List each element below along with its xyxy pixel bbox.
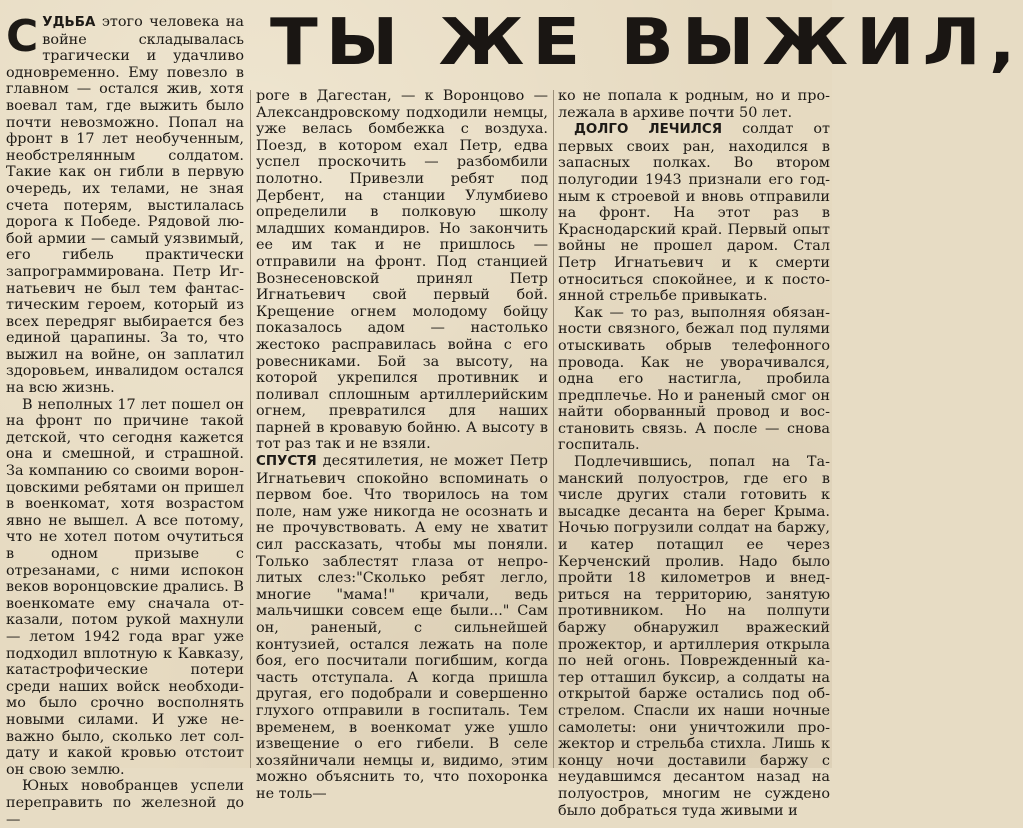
paragraph (256, 453, 548, 802)
lead-word: СПУСТЯ (256, 454, 317, 470)
paragraph: Подлечившись, попал на Таманский полуостров, где его в числе других стали готовить к высадке десанта на берег Крыма. Ночью погрузили солдат на баржу, и катер потащил ее через Керченский пролив. Надо было пройти 18 километров и внедриться на территорию, занятую противником. Но на полпути баржу обнаружил вражеский прожектор, и артиллерия открыла по ней огонь. Поврежденный катер отташил буксир, а солдаты на открытой барже остались под обстрелом. Спасли их наши ночные самолеты: они уничтожили прожектор и стрельба стихла. Лишь к концу ночи доставили баржу с неудавшимся десантом назад на полуостров, многим не суждено было добраться туда живыми и (558, 454, 830, 819)
paragraph: роге в Дагестан, — к Воронцово — Александровскому подходили немцы, уже велась бомбежка с воздуха. Поезд, в котором ехал Петр, едва успел проскочить — разбомбили полотно. Привезли ребят под Дербент, на станции Улумбиево определили в полковую школу младших командиров. Но закончить ее им так и не пришлось — отправили на фронт. Под станцией Вознесеновской принял Петр Игнатьевич свой первый бой. Крещение огнем молодому бойцу показалось адом — настолько жестоко расправилась война с его ровесниками. Бой за высоту, на которой укрепился противник и поливал сплошным артиллерийским огнем, превратился для наших парней в кровавую бойню. А высоту в тот раз так и не взяли. (256, 88, 548, 453)
paragraph: Юных новобранцев успели переправить по железной до — (6, 778, 244, 828)
drop-cap: С (6, 11, 39, 62)
paragraph (6, 11, 244, 397)
lead-word: УДЬБА (42, 15, 96, 30)
column-rule (250, 90, 251, 768)
column-rule (553, 90, 554, 768)
paragraph: Как — то раз, выполняя обязанности связного, бежал под пулями отыскивать обрыв телефонного провода. Как не уворачивался, одна его настигла, пробила предплечье. Но и раненый смог он найти оборванный провод и восстановить связь. А после — снова госпиталь. (558, 304, 830, 454)
paragraph: В неполных 17 лет пошел он на фронт по причине такой детской, что сегодня кажется она и смешной, и страшной. За компанию со своими воронцовскими ребятами он пришел в военкомат, хотя возрастом явно не вышел. А все потому, что не хотел потом очутиться в одном призыве с отрезанами, с ними испокон веков воронцовские дрались. В военкомате ему сначала отказали, потом рукой махнули — летом 1942 года враг уже подходил вплотную к Кавказу, катастрофические потери среди наших войск необходимо было срочно восполнять новыми силами. И уже неважно было, сколько лет солдату и какой кровью отстоит он свою землю. (6, 396, 244, 778)
paragraph-text: десятилетия, не может Петр Игнатьевич спокойно вспоминать о первом бое. Что творилось на том поле, нам уже никогда не осознать и не прочувствовать. А ему не хватит сил рассказать, чтобы мы поняли. Только заблестят глаза от непролитых слез:"Сколько ребят легло, многие "мама!" кричали, ведь мальчишки совсем еще были..." Сам он, раненый, с сильнейшей контузией, остался лежать на поле боя, его посчитали погибшим, когда часть отступала. А когда пришла другая, его подобрали и совершенно глухого отправили в госпиталь. Тем временем, в военкомат уже ушло извещение о его гибели. В селе хозяйничали немцы и, видимо, этим можно объяснить то, что похоронка не толь— (256, 453, 548, 802)
paragraph (558, 121, 830, 305)
headline: ТЫ ЖЕ ВЫЖИЛ, (270, 4, 1023, 80)
paragraph: ко не попала к родным, но и пролежала в архиве почти 50 лет. (558, 88, 830, 121)
lead-word: ДОЛГО ЛЕЧИЛСЯ (574, 122, 723, 138)
paragraph-text: солдат от первых своих ран, находился в запасных полках. Во втором полугодии 1943 признали его годным к строевой и вновь отправили на фронт. На этот раз в Краснодарский край. Первый опыт войны не прошел даром. Стал Петр Игнатьевич и к смерти относиться спокойнее, и к постоянной стрельбе привыкать. (558, 121, 830, 305)
column-1 (6, 11, 244, 828)
paragraph-text: этого человека на войне складывалась трагически и удачливо одновременно. Ему повезло в главном — остался жив, хотя воевал там, где выжить было почти невозможно. Попал на фронт в 17 лет необученным, необстрелянным солдатом. Такие как он гибли в первую очередь, их телами, не зная счета потерям, выстилалась дорога к Победе. Рядовой любой армии — самый уязвимый, его гибель практически запрограммирована. Петр Игнатьевич не был тем фантастическим героем, который из всех передряг выбирается без единой царапины. За то, что выжил на войне, он заплатил здоровьем, инвалидом остался на всю жизнь. (6, 14, 244, 397)
column-2 (256, 88, 548, 803)
column-3 (558, 88, 830, 819)
